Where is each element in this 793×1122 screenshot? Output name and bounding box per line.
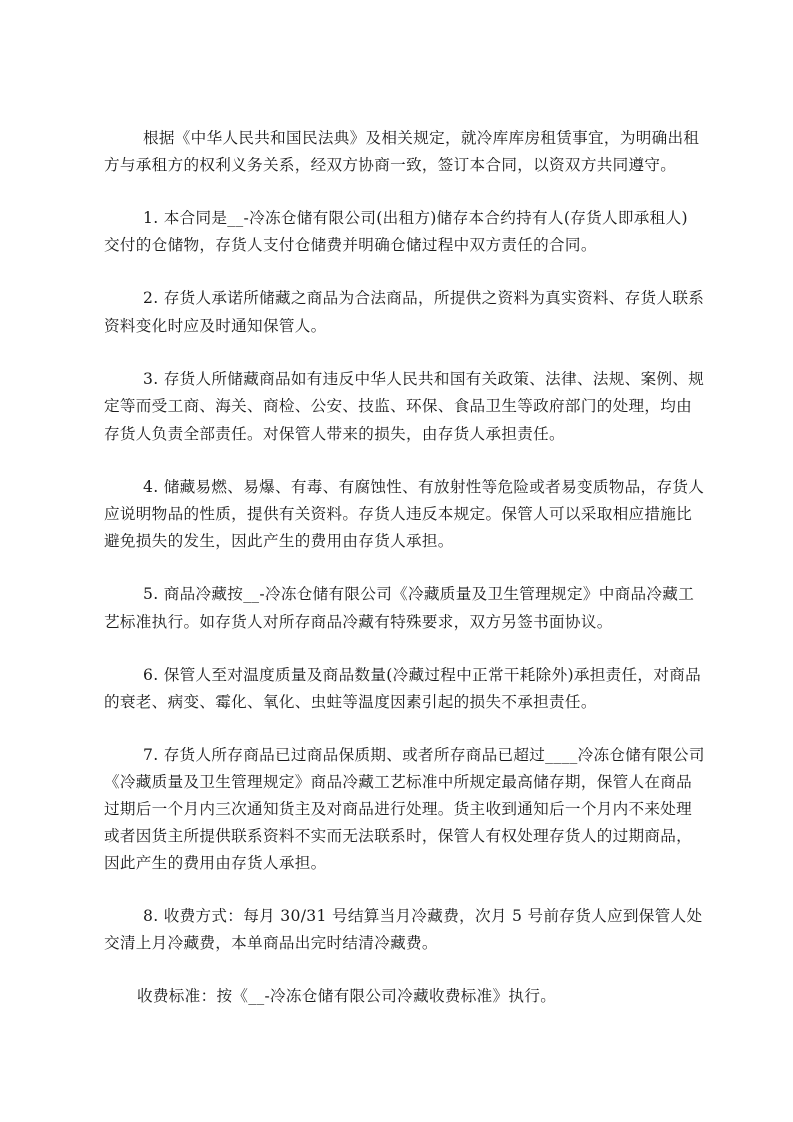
clause-8-line-1: 8. 收费方式：每月 30/31 号结算当月冷藏费，次月 5 号前存货人应到保管人处	[143, 907, 703, 925]
fee-standard-line: 收费标准：按《__-冷冻仓储有限公司冷藏收费标准》执行。	[137, 987, 557, 1005]
clause-6-line-1: 6. 保管人至对温度质量及商品数量(冷藏过程中正常干耗除外)承担责任，对商品	[143, 666, 701, 684]
clause-8-line-2: 交清上月冷藏费，本单商品出完时结清冷藏费。	[104, 934, 438, 952]
clause-7-line-3: 过期后一个月内三次通知货主及对商品进行处理。货主收到通知后一个月内不来处理	[104, 800, 693, 818]
clause-4-line-2: 应说明物品的性质，提供有关资料。存货人违反本规定。保管人可以采取相应措施比	[104, 505, 693, 523]
clause-7-line-4: 或者因货主所提供联系资料不实而无法联系时，保管人有权处理存货人的过期商品，	[104, 827, 693, 845]
clause-7-line-1: 7. 存货人所存商品已过商品保质期、或者所存商品已超过____冷冻仓储有限公司	[143, 746, 705, 764]
clause-7-line-2: 《冷藏质量及卫生管理规定》商品冷藏工艺标准中所规定最高储存期，保管人在商品	[104, 773, 693, 791]
clause-3-line-1: 3. 存货人所储藏商品如有违反中华人民共和国有关政策、法律、法规、案例、规	[143, 370, 705, 388]
clause-2-line-2: 资料变化时应及时通知保管人。	[104, 317, 327, 335]
clause-3-line-2: 定等而受工商、海关、商检、公安、技监、环保、食品卫生等政府部门的处理，均由	[104, 397, 693, 415]
clause-1-line-1: 1. 本合同是__-冷冻仓储有限公司(出租方)储存本合约持有人(存货人即承租人)	[143, 209, 688, 227]
clause-2-line-1: 2. 存货人承诺所储藏之商品为合法商品，所提供之资料为真实资料、存货人联系	[143, 289, 705, 307]
clause-7-line-5: 因此产生的费用由存货人承担。	[104, 854, 327, 872]
clause-6-line-2: 的衰老、病变、霉化、氧化、虫蛀等温度因素引起的损失不承担责任。	[104, 693, 597, 711]
clause-4-line-1: 4. 储藏易燃、易爆、有毒、有腐蚀性、有放射性等危险或者易变质物品，存货人	[143, 478, 705, 496]
clause-1-line-2: 交付的仓储物，存货人支付仓储费并明确仓储过程中双方责任的合同。	[104, 236, 597, 254]
preamble-line-2: 方与承租方的权利义务关系，经双方协商一致，签订本合同，以资双方共同遵守。	[104, 156, 677, 174]
clause-3-line-3: 存货人负责全部责任。对保管人带来的损失，由存货人承担责任。	[104, 425, 565, 443]
preamble-line-1: 根据《中华人民共和国民法典》及相关规定，就冷库库房租赁事宜，为明确出租	[143, 129, 700, 147]
clause-5-line-1: 5. 商品冷藏按__-冷冻仓储有限公司《冷藏质量及卫生管理规定》中商品冷藏工	[143, 585, 695, 603]
clause-4-line-3: 避免损失的发生，因此产生的费用由存货人承担。	[104, 532, 454, 550]
clause-5-line-2: 艺标准执行。如存货人对所存商品冷藏有特殊要求，双方另签书面协议。	[104, 613, 613, 631]
